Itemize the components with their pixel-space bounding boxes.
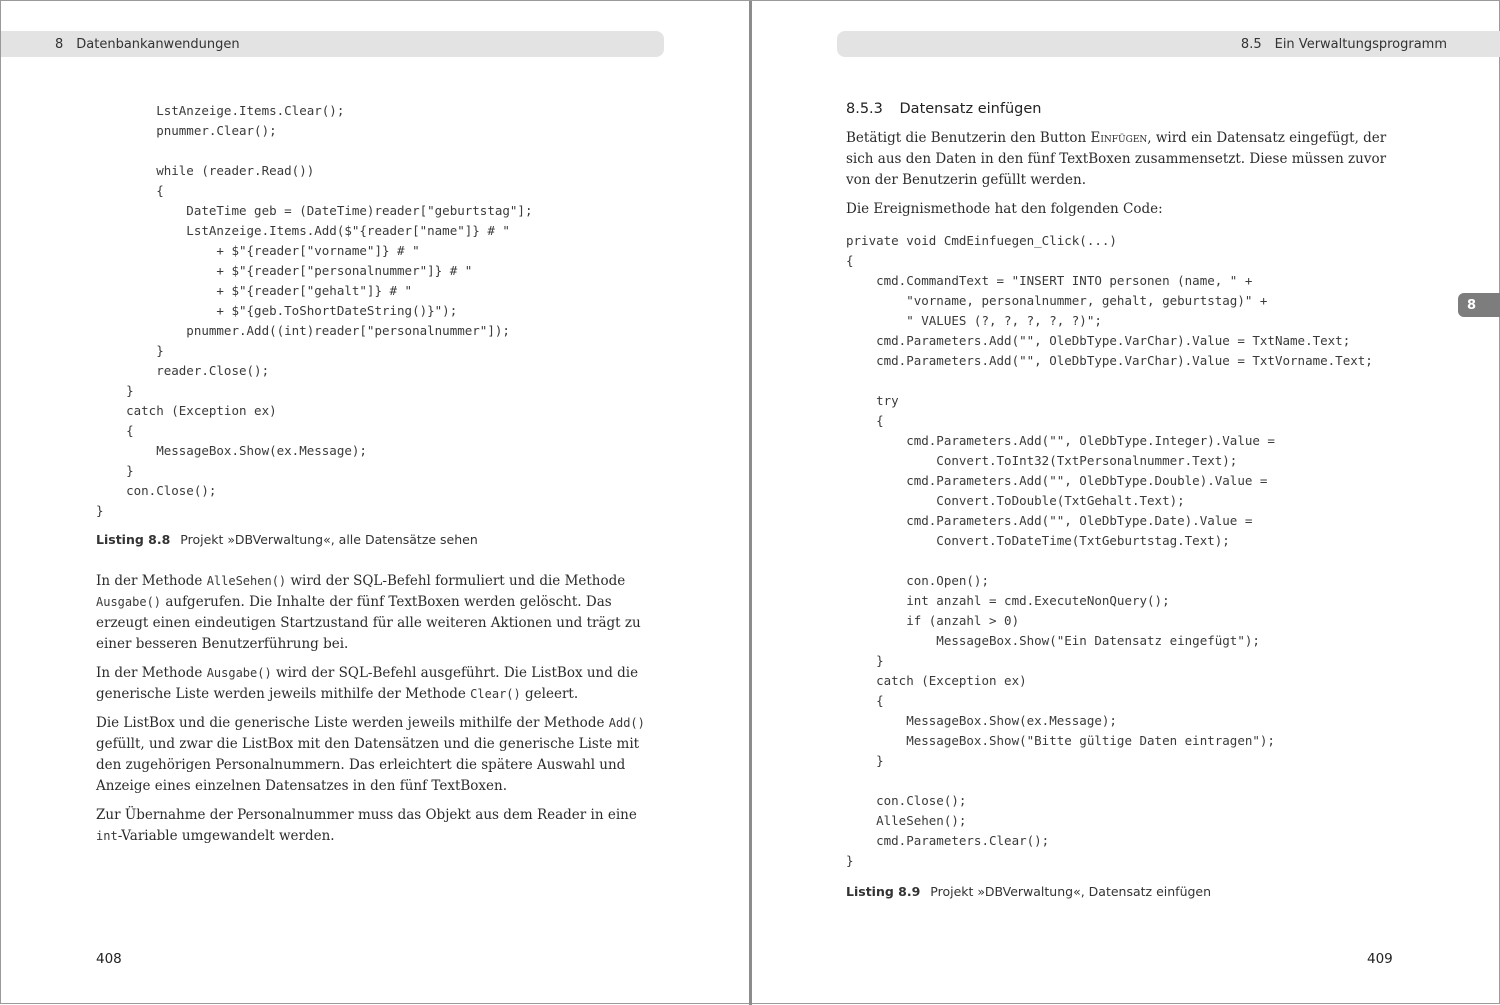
- code-line: LstAnzeige.Items.Clear();: [96, 103, 345, 118]
- paragraph-3: [96, 713, 656, 797]
- code-line: }: [846, 753, 884, 768]
- inline-code: Add(): [608, 716, 645, 730]
- text: aufgerufen. Die Inhalte der fünf TextBoxen werden gelöscht. Das erzeugt einen eindeutigen Startzustand für alle weiteren Aktionen und trägt zu einer besseren Benutzerführung bei.: [96, 594, 641, 652]
- chapter-thumb-tab: 8: [1458, 293, 1500, 317]
- code-line: }: [846, 853, 854, 868]
- text: Zur Übernahme der Personalnummer muss das Objekt aus dem Reader in eine: [96, 807, 637, 823]
- code-line: [96, 141, 533, 161]
- code-listing-8-9: [846, 231, 1373, 871]
- text: wird der SQL-Befehl formuliert und die Methode: [286, 573, 626, 589]
- left-page: [1, 1, 749, 1005]
- code-line: pnummer.Add((int)reader["personalnummer"]);: [96, 323, 510, 338]
- listing-caption: [846, 884, 1211, 899]
- code-line: cmd.Parameters.Add("", OleDbType.VarChar).Value = TxtName.Text;: [846, 333, 1351, 348]
- code-line: int anzahl = cmd.ExecuteNonQuery();: [846, 593, 1170, 608]
- code-line: catch (Exception ex): [96, 403, 277, 418]
- code-line: MessageBox.Show(ex.Message);: [96, 443, 367, 458]
- inline-code: Clear(): [470, 687, 521, 701]
- code-line: {: [96, 183, 164, 198]
- paragraph-4: [96, 805, 656, 847]
- code-line: private void CmdEinfuegen_Click(...): [846, 233, 1117, 248]
- section-heading-title: Datensatz einfügen: [899, 101, 1042, 117]
- page-number-left: 408: [96, 951, 122, 967]
- code-line: [846, 771, 1373, 791]
- code-line: [846, 371, 1373, 391]
- code-line: AlleSehen();: [846, 813, 967, 828]
- code-line: con.Close();: [96, 483, 217, 498]
- code-line: Convert.ToDouble(TxtGehalt.Text);: [846, 493, 1185, 508]
- text: -Variable umgewandelt werden.: [117, 828, 335, 844]
- inline-code: Ausgabe(): [206, 666, 272, 680]
- code-line: MessageBox.Show("Ein Datensatz eingefügt");: [846, 633, 1260, 648]
- code-line: while (reader.Read()): [96, 163, 315, 178]
- code-line: MessageBox.Show(ex.Message);: [846, 713, 1117, 728]
- code-line: " VALUES (?, ?, ?, ?, ?)";: [846, 313, 1102, 328]
- text: Die ListBox und die generische Liste werden jeweils mithilfe der Methode: [96, 715, 609, 731]
- code-line: {: [846, 253, 854, 268]
- code-line: }: [96, 503, 104, 518]
- code-line: {: [96, 423, 134, 438]
- right-page: [752, 1, 1500, 1005]
- button-name: Einfügen: [1090, 130, 1148, 146]
- code-line: + $"{geb.ToShortDateString()}");: [96, 303, 458, 318]
- code-line: }: [96, 463, 134, 478]
- running-header-right: [837, 31, 1500, 57]
- code-line: DateTime geb = (DateTime)reader["geburtstag"];: [96, 203, 533, 218]
- chapter-number: 8: [55, 36, 64, 52]
- code-line: cmd.Parameters.Add("", OleDbType.VarChar).Value = TxtVorname.Text;: [846, 353, 1373, 368]
- inline-code: AlleSehen(): [206, 574, 287, 588]
- paragraph-2: [96, 663, 656, 705]
- listing-number: Listing 8.9: [846, 884, 921, 899]
- code-listing-8-8: [96, 101, 533, 521]
- code-line: cmd.Parameters.Add("", OleDbType.Double).Value =: [846, 473, 1268, 488]
- code-line: try: [846, 393, 899, 408]
- code-line: }: [96, 383, 134, 398]
- code-line: con.Open();: [846, 573, 989, 588]
- code-line: con.Close();: [846, 793, 967, 808]
- section-number-header: 8.5: [1240, 36, 1262, 52]
- code-line: {: [846, 693, 884, 708]
- inline-code: int: [96, 829, 118, 843]
- text: geleert.: [520, 686, 579, 702]
- lead-paragraph: Die Ereignismethode hat den folgenden Code:: [846, 201, 1163, 217]
- code-line: Convert.ToInt32(TxtPersonalnummer.Text);: [846, 453, 1238, 468]
- code-line: {: [846, 413, 884, 428]
- listing-caption: [96, 532, 478, 547]
- intro-paragraph: [846, 128, 1406, 191]
- section-heading-number: 8.5.3: [846, 101, 883, 117]
- code-line: Convert.ToDateTime(TxtGeburtstag.Text);: [846, 533, 1230, 548]
- listing-number: Listing 8.8: [96, 532, 171, 547]
- code-line: reader.Close();: [96, 363, 270, 378]
- inline-code: Ausgabe(): [96, 595, 162, 609]
- code-line: LstAnzeige.Items.Add($"{reader["name"]} # ": [96, 223, 510, 238]
- page-number-right: 409: [1367, 951, 1393, 967]
- text: In der Methode: [96, 665, 207, 681]
- code-line: cmd.CommandText = "INSERT INTO personen (name, " +: [846, 273, 1253, 288]
- code-line: cmd.Parameters.Add("", OleDbType.Date).Value =: [846, 513, 1253, 528]
- text: wird der SQL-Befehl ausgeführt. Die ListBox und die generische Liste werden jeweils mithilfe der Methode: [96, 665, 639, 702]
- paragraph-1: [96, 571, 656, 655]
- text: gefüllt, und zwar die ListBox mit den Datensätzen und die generische Liste mit den zugehörigen Personalnummern. Das erleichtert die spätere Auswahl und Anzeige eines einzelnen Datensatzes in den fünf TextBoxen.: [96, 736, 640, 794]
- code-line: catch (Exception ex): [846, 673, 1027, 688]
- code-line: }: [96, 343, 164, 358]
- text: , wird ein Datensatz eingefügt, der sich aus den Daten in den fünf TextBoxen zusammensetzt. Diese müssen zuvor von der Benutzerin gefüllt werden.: [846, 130, 1387, 188]
- code-line: cmd.Parameters.Clear();: [846, 833, 1050, 848]
- code-line: pnummer.Clear();: [96, 123, 277, 138]
- code-line: }: [846, 653, 884, 668]
- code-line: + $"{reader["gehalt"]} # ": [96, 283, 413, 298]
- listing-caption-text: Projekt »DBVerwaltung«, Datensatz einfügen: [930, 884, 1212, 899]
- code-line: [846, 551, 1373, 571]
- code-line: if (anzahl > 0): [846, 613, 1020, 628]
- code-line: MessageBox.Show("Bitte gültige Daten eintragen");: [846, 733, 1275, 748]
- code-line: + $"{reader["vorname"]} # ": [96, 243, 420, 258]
- listing-caption-text: Projekt »DBVerwaltung«, alle Datensätze sehen: [180, 532, 478, 547]
- code-line: "vorname, personalnummer, gehalt, geburtstag)" +: [846, 293, 1268, 308]
- code-line: cmd.Parameters.Add("", OleDbType.Integer).Value =: [846, 433, 1275, 448]
- text: In der Methode: [96, 573, 207, 589]
- section-title-header: Ein Verwaltungsprogramm: [1274, 36, 1447, 52]
- text: Betätigt die Benutzerin den Button: [846, 130, 1091, 146]
- chapter-title: Datenbankanwendungen: [76, 36, 240, 52]
- section-heading: [846, 101, 1041, 117]
- code-line: + $"{reader["personalnummer"]} # ": [96, 263, 473, 278]
- running-header-left: [1, 31, 664, 57]
